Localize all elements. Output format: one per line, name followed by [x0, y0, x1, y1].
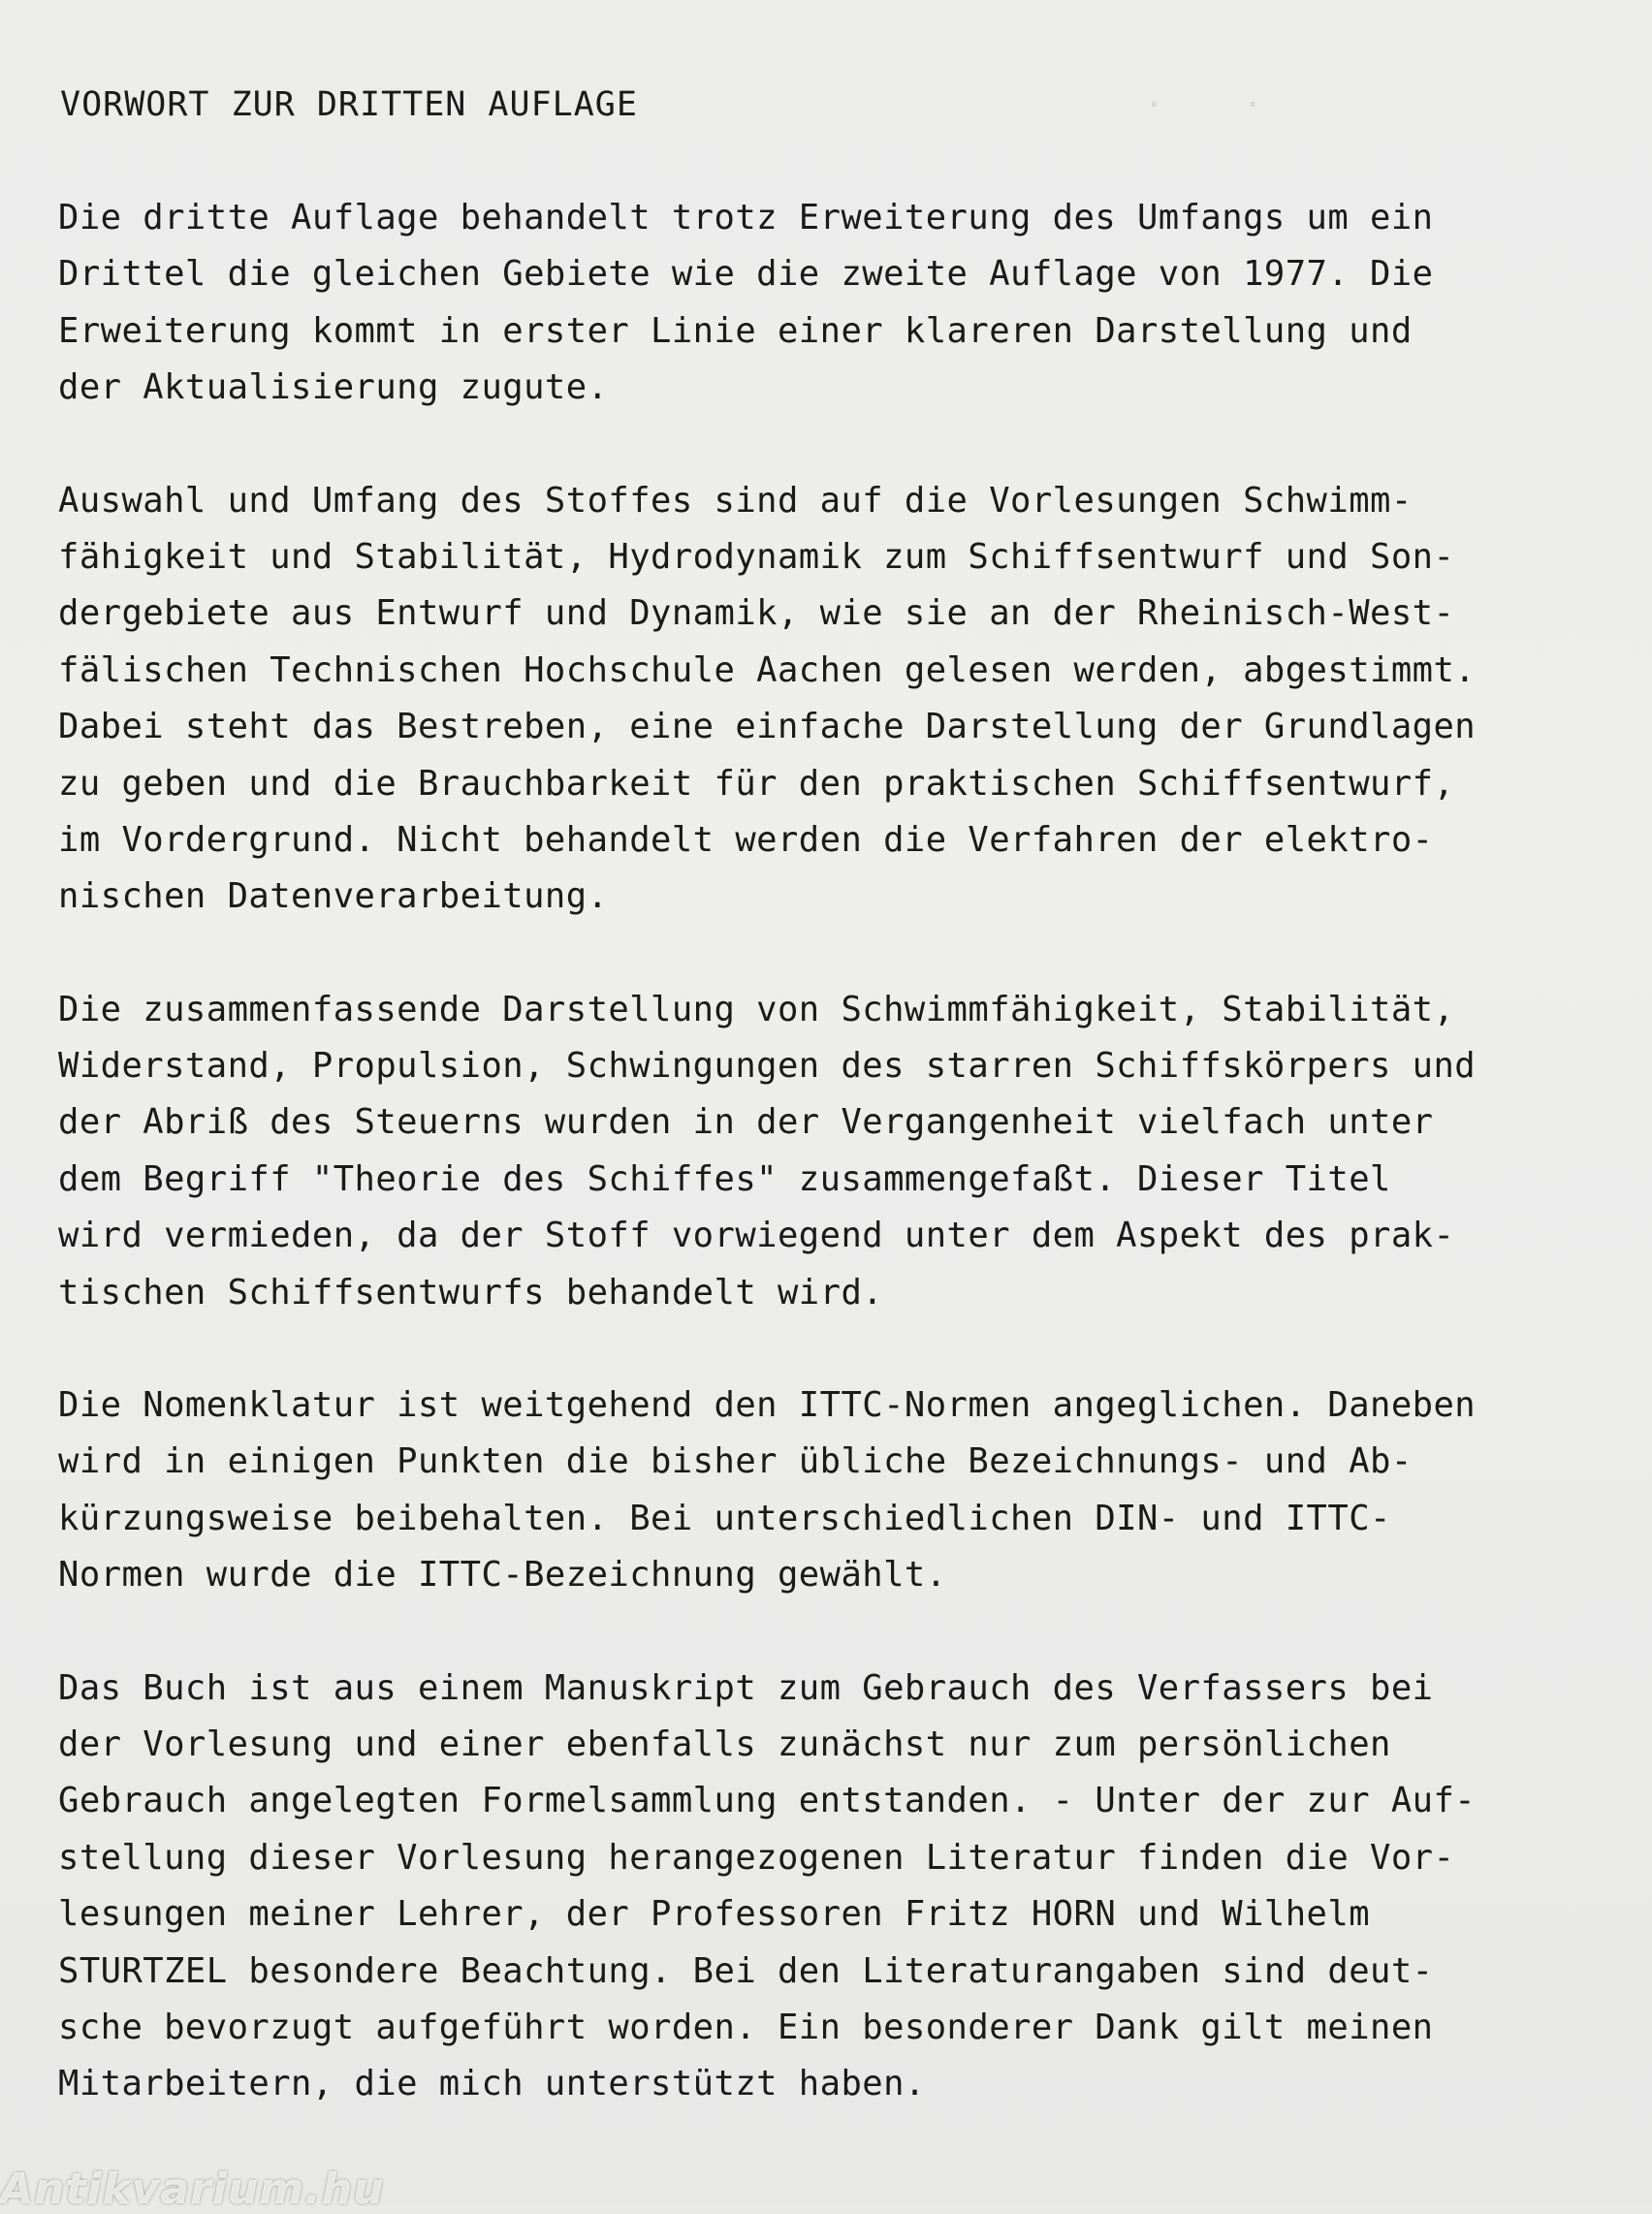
text-line: zu geben und die Brauchbarkeit für den praktischen Schiffsentwurf,	[58, 763, 1455, 804]
text-line: stellung dieser Vorlesung herangezogenen Literatur finden die Vor-	[58, 1837, 1455, 1878]
paragraph-2	[58, 473, 1571, 926]
text-line: Die dritte Auflage behandelt trotz Erweiterung des Umfangs um ein	[58, 198, 1434, 237]
text-line: Auswahl und Umfang des Stoffes sind auf die Vorlesungen Schwimm-	[58, 480, 1413, 521]
text-line: im Vordergrund. Nicht behandelt werden die Verfahren der elektro-	[58, 819, 1434, 860]
text-line: Normen wurde die ITTC-Bezeichnung gewählt.	[58, 1555, 947, 1596]
text-line: nischen Datenverarbeitung.	[58, 876, 609, 917]
text-line: Widerstand, Propulsion, Schwingungen des starren Schiffskörpers und	[58, 1046, 1477, 1087]
text-line: Dabei steht das Bestreben, eine einfache Darstellung der Grundlagen	[58, 707, 1477, 747]
text-line: STURTZEL besondere Beachtung. Bei den Literaturangaben sind deut-	[58, 1950, 1434, 1991]
watermark: Antikvarium.hu	[0, 2165, 385, 2214]
text-line: Drittel die gleichen Gebiete wie die zweite Auflage von 1977. Die	[58, 254, 1434, 295]
text-line: Die zusammenfassende Darstellung von Schwimmfähigkeit, Stabilität,	[58, 989, 1455, 1029]
text-line: Das Buch ist aus einem Manuskript zum Gebrauch des Verfassers bei	[58, 1667, 1434, 1708]
page-title: VORWORT ZUR DRITTEN AUFLAGE	[60, 85, 638, 124]
show-through-decoration: · ·	[1144, 87, 1442, 124]
text-line: Die Nomenklatur ist weitgehend den ITTC-Normen angeglichen. Daneben	[58, 1385, 1477, 1426]
paragraph-5	[58, 1660, 1571, 2113]
text-line: der Aktualisierung zugute.	[58, 367, 609, 408]
text-line: fälischen Technischen Hochschule Aachen gelesen werden, abgestimmt.	[58, 649, 1477, 690]
text-line: fähigkeit und Stabilität, Hydrodynamik zum Schiffsentwurf und Son-	[58, 536, 1455, 577]
paragraph-3	[58, 982, 1571, 1321]
text-line: kürzungsweise beibehalten. Bei unterschiedlichen DIN- und ITTC-	[58, 1498, 1391, 1538]
text-line: Gebrauch angelegten Formelsammlung entstanden. - Unter der zur Auf-	[58, 1781, 1477, 1821]
text-line: wird vermieden, da der Stoff vorwiegend unter dem Aspekt des prak-	[58, 1216, 1455, 1256]
page-content	[58, 85, 1571, 2113]
text-line: der Abriß des Steuerns wurden in der Vergangenheit vielfach unter	[58, 1102, 1434, 1143]
text-line: lesungen meiner Lehrer, der Professoren Fritz HORN und Wilhelm	[58, 1894, 1371, 1935]
text-line: wird in einigen Punkten die bisher übliche Bezeichnungs- und Ab-	[58, 1441, 1413, 1482]
paragraph-1	[58, 190, 1571, 417]
text-line: dergebiete aus Entwurf und Dynamik, wie sie an der Rheinisch-West-	[58, 593, 1455, 634]
text-line: sche bevorzugt aufgeführt worden. Ein besonderer Dank gilt meinen	[58, 2007, 1434, 2047]
paragraph-4	[58, 1377, 1571, 1604]
text-line: Mitarbeitern, die mich unterstützt haben.	[58, 2064, 926, 2104]
text-line: dem Begriff "Theorie des Schiffes" zusammengefaßt. Dieser Titel	[58, 1158, 1391, 1199]
text-line: Erweiterung kommt in erster Linie einer klareren Darstellung und	[58, 310, 1413, 351]
text-line: der Vorlesung und einer ebenfalls zunächst nur zum persönlichen	[58, 1724, 1391, 1764]
text-line: tischen Schiffsentwurfs behandelt wird.	[58, 1272, 884, 1313]
